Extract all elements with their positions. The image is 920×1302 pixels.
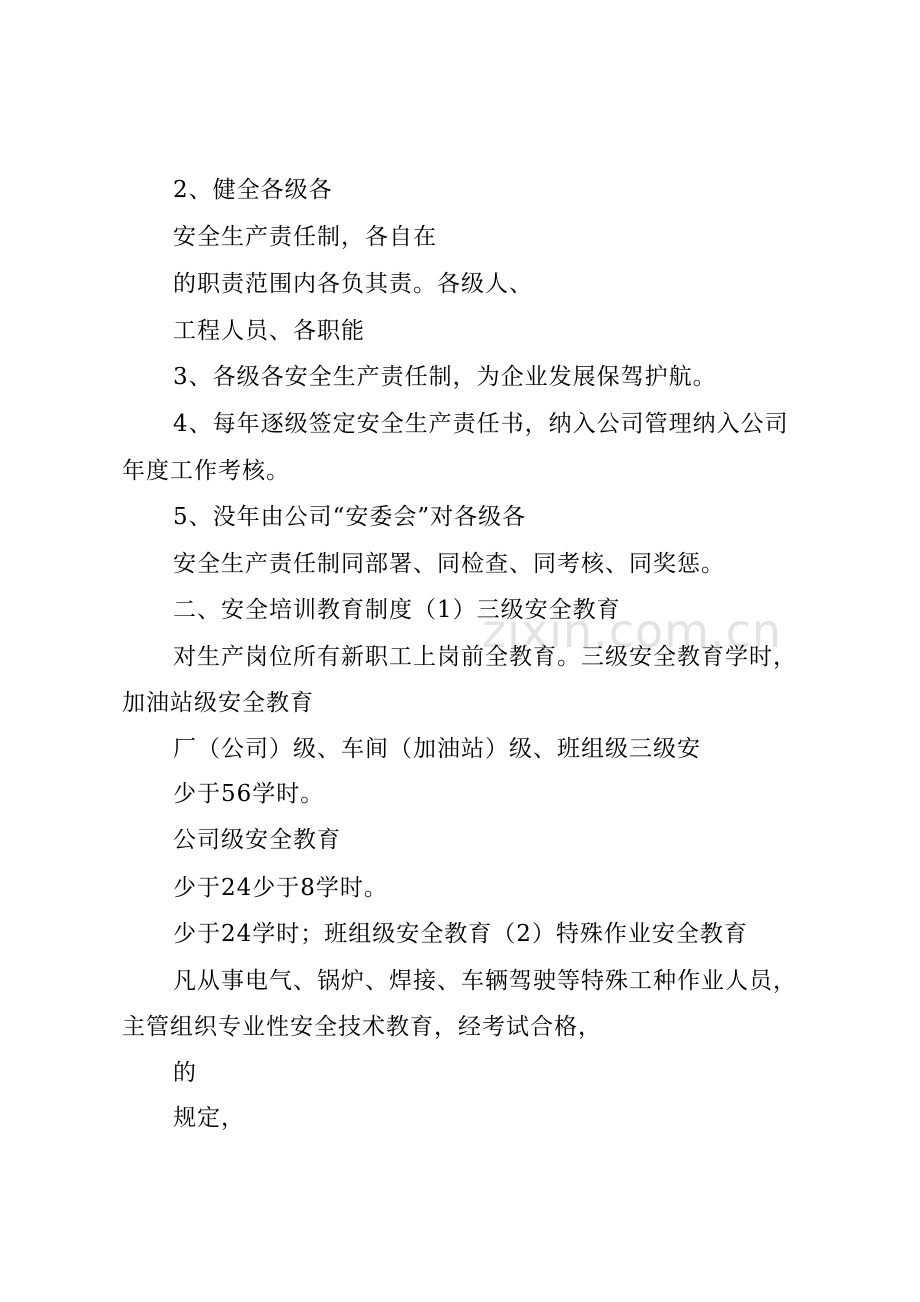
text-line: 5、没年由公司“安委会”对各级各 bbox=[173, 504, 527, 530]
text-line: 2、健全各级各 bbox=[173, 177, 333, 203]
text-line: 少于24少于8学时。 bbox=[173, 875, 388, 901]
text-line: 少于24学时；班组级安全教育（2）特殊作业安全教育 bbox=[173, 921, 748, 947]
text-line: 的 bbox=[173, 1060, 197, 1086]
text-line: 安全生产责任制，各自在 bbox=[173, 224, 437, 250]
text-line: 3、各级各安全生产责任制，为企业发展保驾护航。 bbox=[173, 364, 717, 390]
text-line: 加油站级安全教育 bbox=[122, 690, 314, 716]
text-line: 工程人员、各职能 bbox=[173, 318, 365, 344]
text-line: 的职责范围内各负其责。各级人、 bbox=[173, 271, 533, 297]
text-line: 主管组织专业性安全技术教育，经考试合格， bbox=[122, 1014, 602, 1040]
text-line: 少于56学时。 bbox=[173, 781, 325, 807]
text-line: 规定， bbox=[173, 1105, 245, 1131]
text-line: 二、安全培训教育制度（1）三级安全教育 bbox=[173, 597, 621, 623]
watermark: zixin.com.cn bbox=[482, 604, 783, 658]
text-line: 公司级安全教育 bbox=[173, 827, 341, 853]
text-line: 年度工作考核。 bbox=[122, 458, 290, 484]
text-line: 凡从事电气、锅炉、焊接、车辆驾驶等特殊工种作业人员， bbox=[173, 968, 797, 994]
text-line: 安全生产责任制同部署、同检查、同考核、同奖惩。 bbox=[173, 551, 725, 577]
text-line: 对生产岗位所有新职工上岗前全教育。三级安全教育学时， bbox=[173, 644, 797, 670]
text-line: 4、每年逐级签定安全生产责任书，纳入公司管理纳入公司 bbox=[173, 411, 789, 437]
text-line: 厂（公司）级、车间（加油站）级、班组级三级安 bbox=[173, 736, 701, 762]
